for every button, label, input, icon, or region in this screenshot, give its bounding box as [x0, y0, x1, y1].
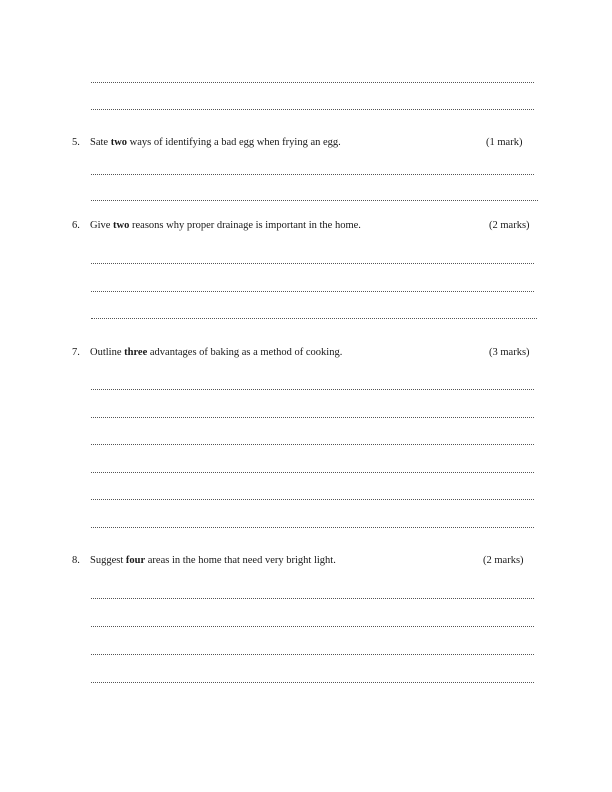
answer-line[interactable]: [91, 318, 537, 319]
question-text-end: advantages of baking as a method of cooking.: [147, 347, 343, 358]
question-number: 7.: [72, 347, 80, 358]
answer-line[interactable]: [91, 527, 534, 528]
question-text-end: ways of identifying a bad egg when frying an egg.: [127, 137, 341, 148]
answer-line[interactable]: [91, 417, 534, 418]
question-5-marks: (1 mark): [486, 137, 523, 148]
question-text-end: reasons why proper drainage is important in the home.: [129, 220, 361, 231]
question-7-marks: (3 marks): [489, 347, 530, 358]
answer-line[interactable]: [91, 174, 534, 175]
answer-line[interactable]: [91, 291, 534, 292]
question-number: 8.: [72, 555, 80, 566]
answer-line[interactable]: [91, 200, 538, 201]
question-emphasis: three: [124, 347, 148, 358]
answer-line[interactable]: [91, 82, 534, 83]
question-emphasis: four: [125, 555, 146, 566]
answer-line[interactable]: [91, 263, 534, 264]
answer-line[interactable]: [91, 444, 534, 445]
question-7: [72, 346, 342, 359]
question-text-start: Sate: [90, 137, 111, 148]
question-text-start: Outline: [90, 347, 125, 358]
question-text-end: areas in the home that need very bright light.: [145, 555, 336, 566]
answer-line[interactable]: [91, 626, 534, 627]
question-6-marks: (2 marks): [489, 220, 530, 231]
question-number: 5.: [72, 137, 80, 148]
answer-line[interactable]: [91, 472, 534, 473]
answer-line[interactable]: [91, 389, 534, 390]
question-8-marks: (2 marks): [483, 555, 524, 566]
answer-line[interactable]: [91, 499, 534, 500]
question-text-start: Give: [90, 220, 114, 231]
question-emphasis: two: [110, 137, 128, 148]
question-6: [72, 219, 361, 232]
question-number: 6.: [72, 220, 80, 231]
question-5: [72, 136, 341, 149]
answer-line[interactable]: [91, 654, 534, 655]
answer-line[interactable]: [91, 109, 534, 110]
answer-line[interactable]: [91, 598, 534, 599]
question-emphasis: two: [113, 220, 130, 231]
answer-line[interactable]: [91, 682, 534, 683]
question-text-start: Suggest: [90, 555, 126, 566]
question-8: [72, 554, 336, 567]
